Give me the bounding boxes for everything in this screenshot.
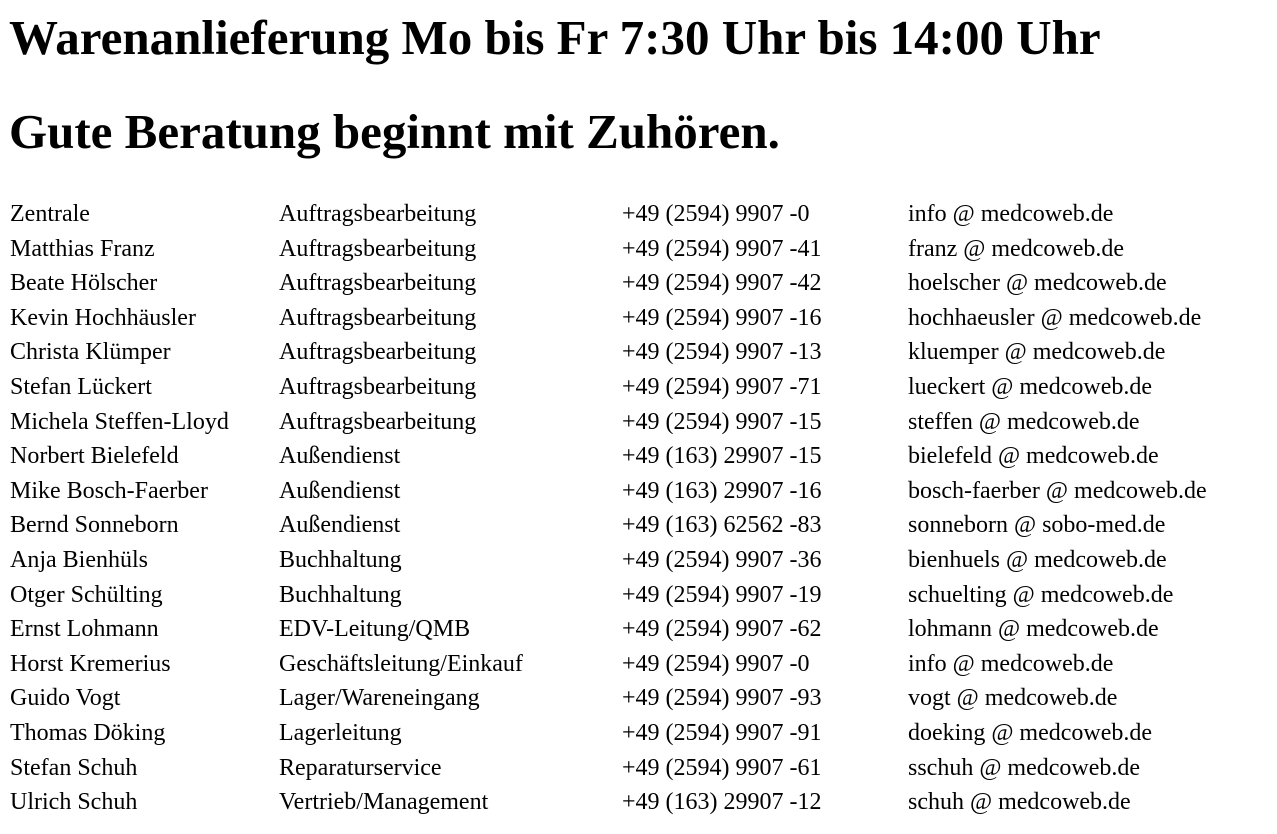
contact-email: info @ medcoweb.de xyxy=(908,650,1114,677)
contact-phone: +49 (2594) 9907 -13 xyxy=(622,339,822,366)
table-row xyxy=(8,197,1209,232)
contact-email: bielefeld @ medcoweb.de xyxy=(908,443,1159,470)
table-row xyxy=(8,301,1209,336)
contact-department: Lager/Wareneingang xyxy=(279,685,480,712)
contact-email: info @ medcoweb.de xyxy=(908,201,1114,227)
contact-name: Christa Klümper xyxy=(10,339,171,366)
contact-department: EDV-Leitung/QMB xyxy=(279,616,471,643)
table-row xyxy=(8,578,1209,613)
contact-name: Michela Steffen-Lloyd xyxy=(10,408,229,435)
contact-department: Auftragsbearbeitung xyxy=(279,201,477,227)
table-row xyxy=(8,266,1209,301)
contact-department: Außendienst xyxy=(279,443,401,470)
contact-phone: +49 (163) 29907 -15 xyxy=(622,443,822,470)
contact-department: Auftragsbearbeitung xyxy=(279,408,477,435)
contact-table-body xyxy=(8,197,1209,820)
contact-name: Guido Vogt xyxy=(10,685,121,712)
contact-name: Bernd Sonneborn xyxy=(10,512,179,539)
contact-table xyxy=(8,197,1209,820)
contact-email: sschuh @ medcoweb.de xyxy=(908,754,1141,781)
table-row xyxy=(8,751,1209,786)
contact-email: kluemper @ medcoweb.de xyxy=(908,339,1166,366)
table-row xyxy=(8,370,1209,405)
contact-phone: +49 (163) 62562 -83 xyxy=(622,512,822,539)
table-row xyxy=(8,785,1209,820)
contact-phone: +49 (2594) 9907 -42 xyxy=(622,270,822,297)
contact-email: franz @ medcoweb.de xyxy=(908,235,1124,262)
contact-phone: +49 (163) 29907 -16 xyxy=(622,477,822,504)
contact-department: Auftragsbearbeitung xyxy=(279,270,477,297)
table-row xyxy=(8,474,1209,509)
contact-name: Kevin Hochhäusler xyxy=(10,304,196,331)
contact-email: vogt @ medcoweb.de xyxy=(908,685,1118,712)
contact-email: doeking @ medcoweb.de xyxy=(908,719,1153,746)
contact-email: sonneborn @ sobo-med.de xyxy=(908,512,1166,539)
contact-email: bosch-faerber @ medcoweb.de xyxy=(908,477,1207,504)
contact-name: Mike Bosch-Faerber xyxy=(10,477,208,504)
contact-phone: +49 (2594) 9907 -16 xyxy=(622,304,822,331)
table-row xyxy=(8,647,1209,682)
table-row xyxy=(8,232,1209,267)
table-row xyxy=(8,716,1209,751)
contact-name: Matthias Franz xyxy=(10,235,155,262)
contact-name: Otger Schülting xyxy=(10,581,163,608)
contact-department: Auftragsbearbeitung xyxy=(279,304,477,331)
contact-department: Auftragsbearbeitung xyxy=(279,339,477,366)
tagline-heading: Gute Beratung beginnt mit Zuhören. xyxy=(9,104,780,159)
contact-phone: +49 (2594) 9907 -0 xyxy=(622,650,810,677)
table-row xyxy=(8,508,1209,543)
contact-phone: +49 (2594) 9907 -91 xyxy=(622,719,822,746)
contact-department: Vertrieb/Management xyxy=(279,789,489,816)
contact-phone: +49 (2594) 9907 -62 xyxy=(622,616,822,643)
table-row xyxy=(8,405,1209,440)
contact-email: schuh @ medcoweb.de xyxy=(908,789,1131,816)
contact-name: Stefan Schuh xyxy=(10,754,138,781)
delivery-hours-heading: Warenanlieferung Mo bis Fr 7:30 Uhr bis 14:00 Uhr xyxy=(9,10,1101,65)
contact-name: Horst Kremerius xyxy=(10,650,171,677)
contact-phone: +49 (163) 29907 -12 xyxy=(622,789,822,816)
contact-phone: +49 (2594) 9907 -15 xyxy=(622,408,822,435)
contact-department: Außendienst xyxy=(279,512,401,539)
contact-email: lohmann @ medcoweb.de xyxy=(908,616,1159,643)
contact-department: Reparaturservice xyxy=(279,754,442,781)
contact-name: Anja Bienhüls xyxy=(10,546,148,573)
contact-phone: +49 (2594) 9907 -93 xyxy=(622,685,822,712)
contact-department: Geschäftsleitung/Einkauf xyxy=(279,650,523,677)
contact-email: schuelting @ medcoweb.de xyxy=(908,581,1174,608)
contact-department: Auftragsbearbeitung xyxy=(279,235,477,262)
table-row xyxy=(8,612,1209,647)
contact-department: Buchhaltung xyxy=(279,546,402,573)
contact-phone: +49 (2594) 9907 -61 xyxy=(622,754,822,781)
contact-department: Lagerleitung xyxy=(279,719,402,746)
table-row xyxy=(8,543,1209,578)
contact-email: hochhaeusler @ medcoweb.de xyxy=(908,304,1202,331)
contact-phone: +49 (2594) 9907 -41 xyxy=(622,235,822,262)
contact-email: hoelscher @ medcoweb.de xyxy=(908,270,1167,297)
contact-email: lueckert @ medcoweb.de xyxy=(908,373,1152,400)
contact-phone: +49 (2594) 9907 -19 xyxy=(622,581,822,608)
contact-name: Stefan Lückert xyxy=(10,373,152,400)
contact-phone: +49 (2594) 9907 -0 xyxy=(622,201,810,227)
contact-name: Ernst Lohmann xyxy=(10,616,159,643)
table-row xyxy=(8,439,1209,474)
contact-department: Buchhaltung xyxy=(279,581,402,608)
contact-department: Auftragsbearbeitung xyxy=(279,373,477,400)
contact-name: Norbert Bielefeld xyxy=(10,443,179,470)
contact-department: Außendienst xyxy=(279,477,401,504)
table-row xyxy=(8,335,1209,370)
contact-name: Beate Hölscher xyxy=(10,270,158,297)
table-row xyxy=(8,681,1209,716)
contact-name: Ulrich Schuh xyxy=(10,789,138,816)
contact-phone: +49 (2594) 9907 -36 xyxy=(622,546,822,573)
contact-email: steffen @ medcoweb.de xyxy=(908,408,1140,435)
contact-phone: +49 (2594) 9907 -71 xyxy=(622,373,822,400)
contact-name: Zentrale xyxy=(10,201,90,227)
contact-name: Thomas Döking xyxy=(10,719,166,746)
contact-email: bienhuels @ medcoweb.de xyxy=(908,546,1167,573)
